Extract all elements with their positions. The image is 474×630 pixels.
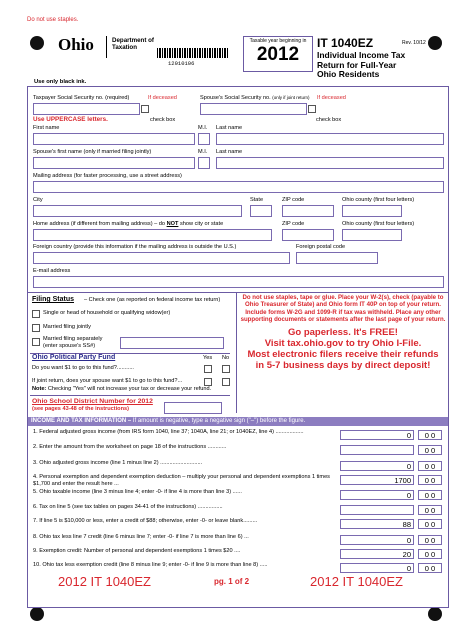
party-note-bold: Note: [32,386,47,392]
foreign-postal-label: Foreign postal code [296,244,346,250]
mi-label: M.I. [198,149,208,155]
registration-mark [428,36,442,50]
mailing-label: Mailing address (for faster processing, use a street address) [33,173,182,179]
registration-mark [428,607,442,621]
home-county-input[interactable] [342,229,402,241]
spouse-first-input[interactable] [33,157,195,169]
income-line-cents[interactable]: 0 0 [418,535,442,545]
spouse-ssn-input[interactable] [200,103,307,115]
instructions-block [240,294,446,424]
deposit-text: in 5-7 business days by direct deposit! [255,359,431,371]
spouse-ss-input[interactable] [120,337,224,349]
income-line-text: 5. Ohio taxable income (line 3 minus line 4; enter -0- if line 4 is more than line 3) ...... [33,489,242,495]
mi-label: M.I. [198,125,208,131]
city-input[interactable] [33,205,242,217]
uppercase-note: Use UPPERCASE letters. [33,116,108,123]
registration-mark [30,607,44,621]
income-line-cents[interactable]: 0 0 [418,475,442,485]
paperless-text: Go paperless. It's FREE! [288,326,398,338]
party-yes-label: Yes [203,355,213,361]
spouse-last-input[interactable] [216,157,444,169]
state-input[interactable] [250,205,272,217]
last-name-label: Last name [216,125,243,131]
income-line-text: 8. Ohio tax less line 7 credit (line 6 minus line 7; enter -0- if line 7 is more than line 6) ... [33,534,249,540]
county-label: Ohio county (first four letters) [342,197,415,203]
separator [30,395,230,396]
zip-label: ZIP code [282,221,305,227]
footer-left-title: 2012 IT 1040EZ [58,574,151,589]
party-no-label: No [222,355,230,361]
first-name-label: First name [33,125,60,131]
home-zip-input[interactable] [282,229,334,241]
barcode [157,48,229,58]
foreign-input[interactable] [33,252,290,264]
spouse-ssn-text: Spouse's Social Security no. [200,95,271,101]
spouse-party-no-checkbox[interactable] [222,378,230,386]
spouse-first-label: Spouse's first name (only if married filing jointly) [33,149,152,155]
ohio-logo: Ohio [58,35,94,54]
filing-single-checkbox[interactable] [32,310,40,318]
income-bar-title: INCOME AND TAX INFORMATION – [31,418,132,424]
instructions-text: Do not use staples, tape or glue. Place your W-2(s), check (payable to Ohio Treasurer of State) and Ohio form IT 40P on top of your return. Include forms W-2G and 1099-R if tax was withheld. Place any other supporting documents or statements after the last page of your return. [240,294,446,324]
filing-status-title: Filing Status [32,296,74,303]
spouse-mi-input[interactable] [198,157,210,169]
divider [106,36,107,58]
filing-option: Single or head of household or qualifying widow(er) [43,310,171,316]
income-line-text: 9. Exemption credit: Number of personal and dependent exemptions 1 times $20 .... [33,548,241,554]
state-label: State [250,197,264,203]
deceased-label-2: If deceased [317,95,346,101]
income-line-cents[interactable]: 0 0 [418,549,442,559]
tax-year-label: Taxable year beginning in [249,38,307,44]
income-line-text: 3. Ohio adjusted gross income (line 1 minus line 2) ........................... [33,460,203,466]
home-address-input[interactable] [33,229,272,241]
income-line-amount[interactable]: 0 [340,430,414,440]
first-name-input[interactable] [33,133,195,145]
school-district-note: (see pages 43-48 of the instructions) [32,406,129,412]
home-address-post: show city or state [179,221,224,227]
income-line-amount[interactable]: 88 [340,519,414,529]
party-fund-title: Ohio Political Party Fund [32,354,116,361]
income-line-amount[interactable]: 0 [340,490,414,500]
subtitle-line: Ohio Residents [317,69,380,79]
income-line-cents[interactable]: 0 0 [418,563,442,573]
staples-note: Do not use staples. [27,17,79,23]
income-line-text: 6. Tax on line 5 (see tax tables on pages 34-41 of the instructions) ................ [33,504,223,510]
ssn-input[interactable] [33,103,140,115]
income-line-amount[interactable]: 0 [340,461,414,471]
tax-year: 2012 [256,44,300,65]
deceased-checkbox[interactable] [141,105,149,113]
home-address-label [33,221,223,228]
spouse-deceased-checkbox[interactable] [308,105,316,113]
email-label: E-mail address [33,268,71,274]
filing-status-note: – Check one (as reported on federal income tax return) [84,297,221,303]
zip-input[interactable] [282,205,334,217]
registration-mark [30,36,44,50]
ssn-label: Taxpayer Social Security no. (required) [33,95,130,101]
form-title: IT 1040EZ [317,36,374,50]
foreign-label: Foreign country (provide this information if the mailing address is outside the U.S.) [33,244,237,250]
filing-option: Married filing jointly [43,324,91,330]
school-district-title: Ohio School District Number for 2012 [32,398,153,405]
visit-text: Visit tax.ohio.gov to try Ohio I-File. [264,337,422,349]
income-bar-note: If amount is negative, type a negative sign ("–") before the figure. [132,418,306,424]
footer-right-title: 2012 IT 1040EZ [310,574,403,589]
filing-option-note: (enter spouse's SS#) [43,343,96,349]
income-line-cents[interactable]: 0 0 [418,505,442,515]
county-input[interactable] [342,205,402,217]
revision: Rev. 10/12 [402,40,426,46]
county-label: Ohio county (first four letters) [342,221,415,227]
school-district-input[interactable] [164,402,222,414]
check-box-label: check box [150,117,176,123]
department-label: Department of Taxation [112,37,154,51]
income-line-text: 10. Ohio tax less exemption credit (line 8 minus line 9; enter -0- if line 9 is more than line 8) ..... [33,562,268,568]
filing-joint-checkbox[interactable] [32,324,40,332]
efile-text: Most electronic filers receive their refunds [247,348,439,360]
income-line-cents[interactable]: 0 0 [418,519,442,529]
home-address-text: Home address (if different from mailing address) – do [33,221,166,227]
page-number: pg. 1 of 2 [214,577,250,586]
form-subtitle [317,51,405,80]
party-question-2: If joint return, does your spouse want $1 to go to this fund?... [32,378,183,384]
divider [236,293,237,413]
ink-note: Use only black ink. [34,79,87,85]
income-line-amount[interactable]: 0 [340,535,414,545]
city-label: City [33,197,43,203]
subtitle-line: Return for Full-Year [317,59,397,70]
party-note [32,386,211,393]
mi-input[interactable] [198,133,210,145]
email-input[interactable] [33,276,444,288]
income-line-text: 2. Enter the amount from the worksheet on page 18 of the instructions ............ [33,444,227,450]
income-line-text: 7. If line 5 is $10,000 or less, enter a credit of $88; otherwise, enter -0- or leave blank......... [33,518,258,524]
spouse-party-yes-checkbox[interactable] [204,378,212,386]
income-line-cents[interactable]: 0 0 [418,445,442,455]
subtitle-line: Individual Income Tax [317,50,406,60]
deceased-label: If deceased [148,95,177,101]
separator [27,292,449,293]
income-line-cents[interactable]: 0 0 [418,430,442,440]
income-line-amount[interactable] [340,445,414,455]
filing-separate-checkbox[interactable] [32,338,40,346]
income-line-amount[interactable]: 0 [340,563,414,573]
foreign-postal-input[interactable] [296,252,378,264]
income-section-header [28,417,448,426]
mailing-input[interactable] [33,181,444,193]
income-line-text: 4. Personal exemption and dependent exemption deduction – multiply your personal and dependent exemptions 1 times $1,700 and enter the result here ... [33,474,330,487]
tax-year-box [243,36,313,72]
income-line-amount[interactable]: 20 [340,549,414,559]
income-line-cents[interactable]: 0 0 [418,490,442,500]
spouse-ssn-note: (only if joint return) [272,95,310,100]
spouse-ssn-label [200,95,310,102]
income-line-amount[interactable] [340,505,414,515]
last-name-input[interactable] [216,133,444,145]
income-line-cents[interactable]: 0 0 [418,461,442,471]
last-name-label: Last name [216,149,243,155]
barcode-number: 12010106 [168,60,195,67]
party-question-1: Do you want $1 to go to this fund?........... [32,365,134,371]
income-line-text: 1. Federal adjusted gross income (from IRS form 1040, line 37; 1040A, line 21; or 1040EZ, line 4) .................. [33,429,304,435]
party-yes-checkbox[interactable] [204,365,212,373]
party-note-text: Checking "Yes" will not increase your tax or decrease your refund. [47,386,212,392]
filing-option: Married filing separately [43,336,103,342]
zip-label: ZIP code [282,197,305,203]
income-line-amount[interactable]: 1700 [340,475,414,485]
party-no-checkbox[interactable] [222,365,230,373]
check-box-label: check box [316,117,342,123]
home-address-not: NOT [166,221,179,227]
